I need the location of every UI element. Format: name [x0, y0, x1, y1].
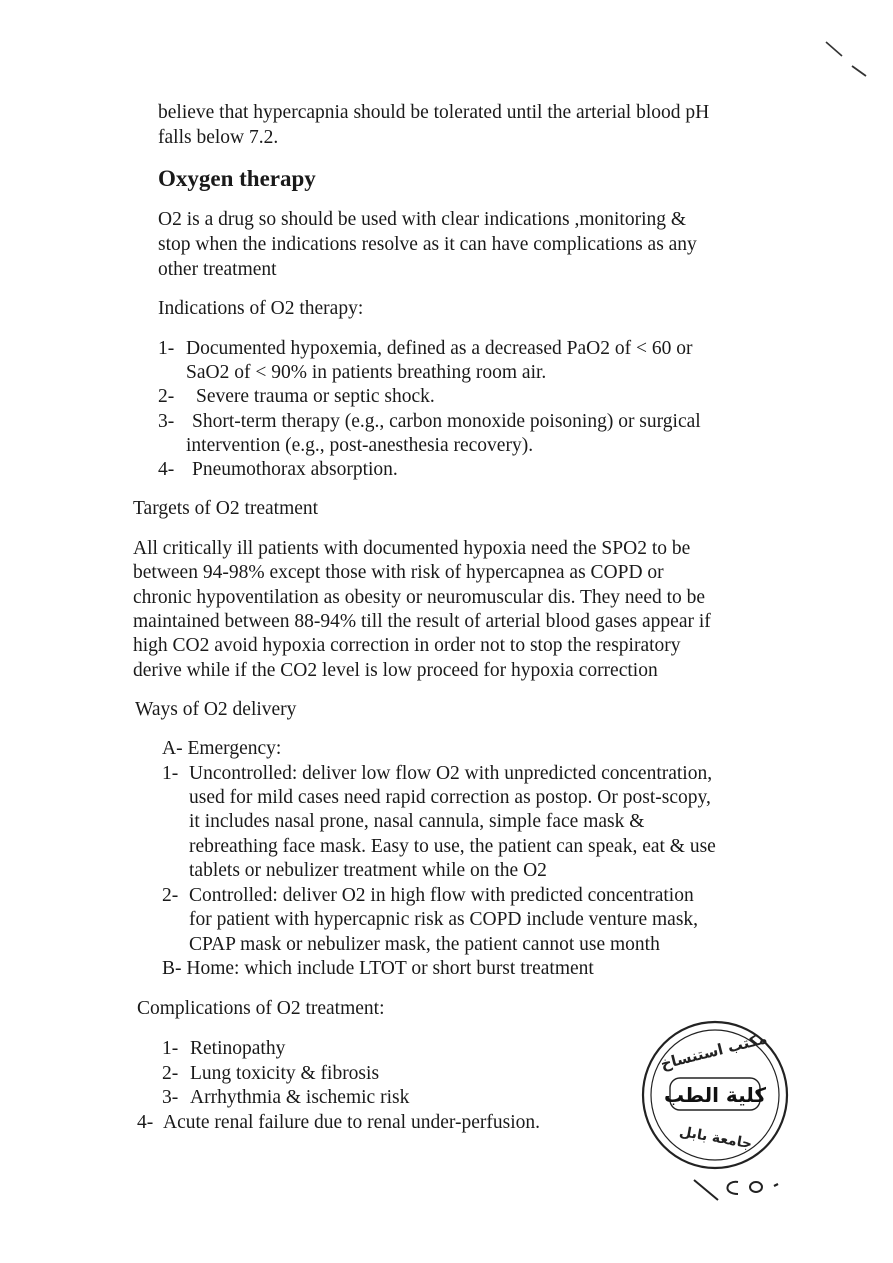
stamp-seal: [640, 1018, 790, 1173]
svg-text:جامعة بابل: جامعة بابل: [678, 1123, 754, 1153]
paragraph-line: stop when the indications resolve as it can have complications as any: [158, 234, 697, 255]
list-number: 3-: [162, 1087, 179, 1108]
list-item-line: Retinopathy: [190, 1038, 286, 1059]
ways-title: Ways of O2 delivery: [135, 699, 297, 720]
list-item-line: intervention (e.g., post-anesthesia recovery).: [186, 435, 534, 456]
corner-pen-marks: [822, 38, 872, 88]
list-number: 4-: [158, 459, 175, 480]
list-number: 2-: [162, 1063, 179, 1084]
list-number: 2-: [158, 386, 175, 407]
list-number: 4-: [137, 1112, 154, 1133]
targets-title: Targets of O2 treatment: [133, 498, 319, 519]
list-item-line: Acute renal failure due to renal under-perfusion.: [163, 1112, 540, 1133]
sublist-label: B- Home: which include LTOT or short burst treatment: [162, 958, 594, 979]
paragraph-line: derive while if the CO2 level is low proceed for hypoxia correction: [133, 660, 658, 681]
list-item-line: SaO2 of < 90% in patients breathing room air.: [186, 362, 547, 383]
list-item-line: Lung toxicity & fibrosis: [190, 1063, 380, 1084]
list-item-line: Pneumothorax absorption.: [192, 459, 398, 480]
svg-text:مكتب استنساخ: مكتب استنساخ: [658, 1029, 769, 1074]
paragraph-line: between 94-98% except those with risk of hypercapnea as COPD or: [133, 562, 664, 583]
svg-text:كلية الطب: كلية الطب: [663, 1083, 767, 1107]
list-number: 2-: [162, 885, 179, 906]
list-item-line: it includes nasal prone, nasal cannula, simple face mask &: [189, 811, 645, 832]
paragraph-line: high CO2 avoid hypoxia correction in order not to stop the respiratory: [133, 635, 681, 656]
list-item-line: Short-term therapy (e.g., carbon monoxide poisoning) or surgical: [192, 411, 701, 432]
list-item-line: Severe trauma or septic shock.: [196, 386, 435, 407]
list-number: 3-: [158, 411, 175, 432]
list-item-line: CPAP mask or nebulizer mask, the patient cannot use month: [189, 934, 660, 955]
intro-line: believe that hypercapnia should be tolerated until the arterial blood pH: [158, 102, 710, 123]
paragraph-line: maintained between 88-94% till the result of arterial blood gases appear if: [133, 611, 711, 632]
list-item-line: rebreathing face mask. Easy to use, the patient can speak, eat & use: [189, 836, 716, 857]
paragraph-line: All critically ill patients with documented hypoxia need the SPO2 to be: [133, 538, 691, 559]
sublist-label: A- Emergency:: [162, 738, 282, 759]
list-item-line: Arrhythmia & ischemic risk: [190, 1087, 410, 1108]
complications-title: Complications of O2 treatment:: [137, 998, 385, 1019]
list-number: 1-: [162, 763, 179, 784]
list-number: 1-: [162, 1038, 179, 1059]
intro-line: falls below 7.2.: [158, 127, 279, 148]
list-item-line: Uncontrolled: deliver low flow O2 with unpredicted concentration,: [189, 763, 713, 784]
list-item-line: Controlled: deliver O2 in high flow with predicted concentration: [189, 885, 694, 906]
list-item-line: Documented hypoxemia, defined as a decreased PaO2 of < 60 or: [186, 338, 693, 359]
list-item-line: used for mild cases need rapid correction as postop. Or post-scopy,: [189, 787, 711, 808]
indications-title: Indications of O2 therapy:: [158, 298, 364, 319]
paragraph-line: other treatment: [158, 259, 277, 280]
list-item-line: for patient with hypercapnic risk as COPD include venture mask,: [189, 909, 699, 930]
list-item-line: tablets or nebulizer treatment while on the O2: [189, 860, 547, 881]
paragraph-line: chronic hypoventilation as obesity or neuromuscular dis. They need to be: [133, 587, 706, 608]
section-heading: Oxygen therapy: [158, 166, 316, 191]
handwritten-number: [690, 1172, 790, 1204]
paragraph-line: O2 is a drug so should be used with clear indications ,monitoring &: [158, 209, 687, 230]
list-number: 1-: [158, 338, 175, 359]
